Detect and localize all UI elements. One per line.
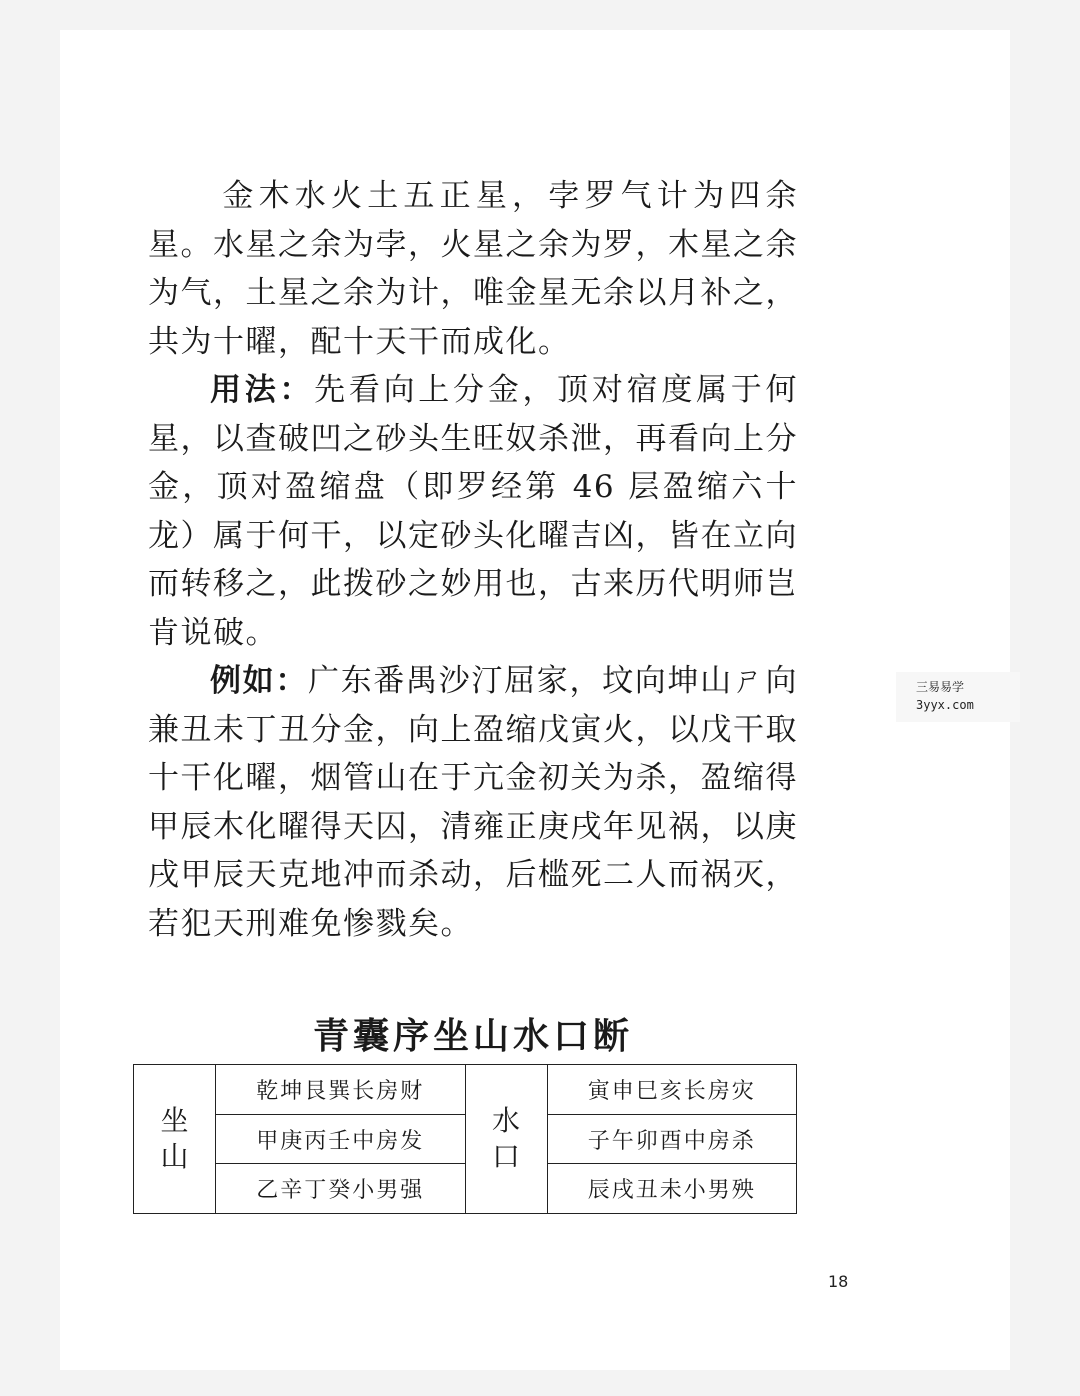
paragraph-usage-lead: 用法： bbox=[210, 372, 315, 408]
table-cell: 乙辛丁癸小男强 bbox=[216, 1163, 465, 1213]
table-cell: 乾坤艮巽长房财 bbox=[256, 1078, 425, 1104]
paragraph-example bbox=[148, 657, 798, 948]
paragraph-usage bbox=[148, 366, 798, 657]
paragraph-example-lead: 例如： bbox=[210, 663, 309, 699]
table-label-char: 山 bbox=[160, 1140, 189, 1173]
table-label-water-mouth bbox=[466, 1065, 548, 1213]
paragraph-intro-text: 金木水火土五正星，孛罗气计为四余星。水星之余为孛，火星之余为罗，木星之余为气，土星之余为计，唯金星无余以月补之，共为十曜，配十天干而成化。 bbox=[148, 178, 798, 360]
table-rows-left bbox=[216, 1065, 465, 1213]
sitting-mountain-water-table bbox=[133, 1064, 797, 1214]
table-cell: 子午卯酉中房杀 bbox=[548, 1114, 797, 1164]
page-number: 18 bbox=[828, 1272, 849, 1291]
watermark bbox=[896, 672, 1020, 722]
table-rows-right bbox=[548, 1065, 797, 1213]
table-group-sitting-mountain bbox=[134, 1065, 465, 1213]
paragraph-intro bbox=[148, 172, 798, 366]
table-cell: 辰戌丑未小男殃 bbox=[548, 1163, 797, 1213]
table-group-water-mouth bbox=[465, 1065, 797, 1213]
table-label-char: 口 bbox=[491, 1140, 520, 1173]
table-label-sitting-mountain bbox=[134, 1065, 216, 1213]
paragraph-example-text: 广东番禺沙汀屈家，坟向坤山ㄕ向兼丑未丁丑分金，向上盈缩戊寅火，以戊干取十干化曜，烟管山在于亢金初关为杀，盈缩得甲辰木化曜得天囚，清雍正庚戌年见祸，以庚戌甲辰天克地冲而杀动，后槛死二人而祸灭，若犯天刑难免惨戮矣。 bbox=[148, 663, 799, 942]
table-label-char: 水 bbox=[491, 1104, 520, 1137]
body-text bbox=[148, 172, 798, 948]
watermark-line: 3yyx.com bbox=[916, 698, 974, 712]
section-title: 青囊序坐山水口断 bbox=[312, 1015, 633, 1057]
watermark-line: 三易易学 bbox=[916, 680, 965, 694]
table-label-char: 坐 bbox=[160, 1104, 189, 1137]
paragraph-usage-text: 先看向上分金，顶对宿度属于何星，以查破凹之砂头生旺奴杀泄，再看向上分金，顶对盈缩盘（即罗经第 46 层盈缩六十龙）属于何干，以定砂头化曜吉凶，皆在立向而转移之，此拨砂之妙用也，古来历代明师岂肯说破。 bbox=[148, 372, 798, 651]
table-cell: 寅申巳亥长房灾 bbox=[587, 1078, 756, 1104]
table-cell: 甲庚丙壬中房发 bbox=[216, 1114, 465, 1164]
